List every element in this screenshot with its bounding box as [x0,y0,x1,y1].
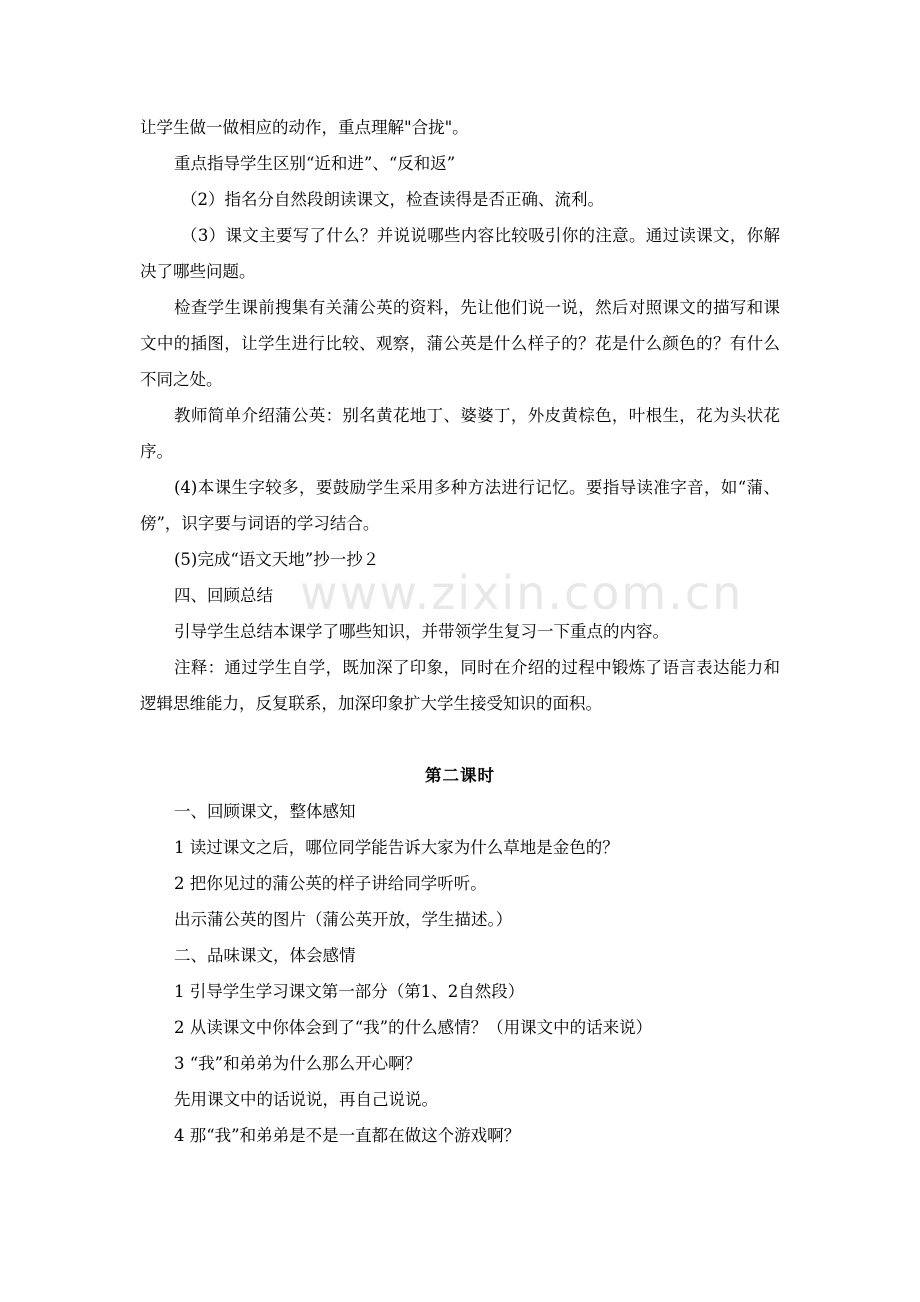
watermark-text: www.zixin.com.cn [300,566,744,620]
paragraph: 2 把你见过的蒲公英的样子讲给同学听听。 [174,874,487,893]
document-body [140,110,780,1154]
paragraph: （2）指名分自然段朗读课文，检查读得是否正确、流利。 [181,190,604,209]
paragraph: （3）课文主要写了什么？并说说哪些内容比较吸引你的注意。通过读课文，你解决了哪些问题。 [140,226,780,281]
paragraph: 出示蒲公英的图片（蒲公英开放，学生描述。） [174,910,513,929]
paragraph: 1 读过课文之后，哪位同学能告诉大家为什么草地是金色的？ [174,838,619,857]
spacer [140,722,780,758]
paragraph: 3 “我”和弟弟为什么那么开心啊？ [174,1054,422,1073]
paragraph: 引导学生总结本课学了哪些知识，并带领学生复习一下重点的内容。 [174,622,669,641]
paragraph: (5)完成“语文天地”抄一抄２ [174,550,380,569]
lesson-heading: 第二课时 [425,766,495,785]
section-title: 一、回顾课文，整体感知 [174,802,356,821]
section-title: 二、品味课文，体会感情 [174,946,356,965]
section-title: 四、回顾总结 [174,586,273,605]
paragraph: 检查学生课前搜集有关蒲公英的资料，先让他们说一说，然后对照课文的描写和课文中的插图，让学生进行比较、观察，蒲公英是什么样子的？花是什么颜色的？有什么不同之处。 [140,298,780,389]
paragraph: 1 引导学生学习课文第一部分（第1、2自然段） [174,982,525,1001]
paragraph: 重点指导学生区别“近和进”、“反和返” [174,154,456,173]
paragraph: 2 从读课文中你体会到了“我”的什么感情？（用课文中的话来说） [174,1018,653,1037]
paragraph: 先用课文中的话说说，再自己说说。 [174,1090,438,1109]
paragraph: (4)本课生字较多，要鼓励学生采用多种方法进行记忆。要指导读准字音，如“蒲、傍”，识字要与词语的学习结合。 [140,478,780,533]
paragraph: 让学生做一做相应的动作，重点理解"合拢"。 [140,118,469,137]
paragraph: 4 那“我”和弟弟是不是一直都在做这个游戏啊？ [174,1126,521,1145]
paragraph: 教师简单介绍蒲公英：别名黄花地丁、婆婆丁，外皮黄棕色，叶根生，花为头状花序。 [140,406,780,461]
note-paragraph: 注释：通过学生自学，既加深了印象，同时在介绍的过程中锻炼了语言表达能力和逻辑思维能力，反复联系，加深印象扩大学生接受知识的面积。 [140,658,780,713]
